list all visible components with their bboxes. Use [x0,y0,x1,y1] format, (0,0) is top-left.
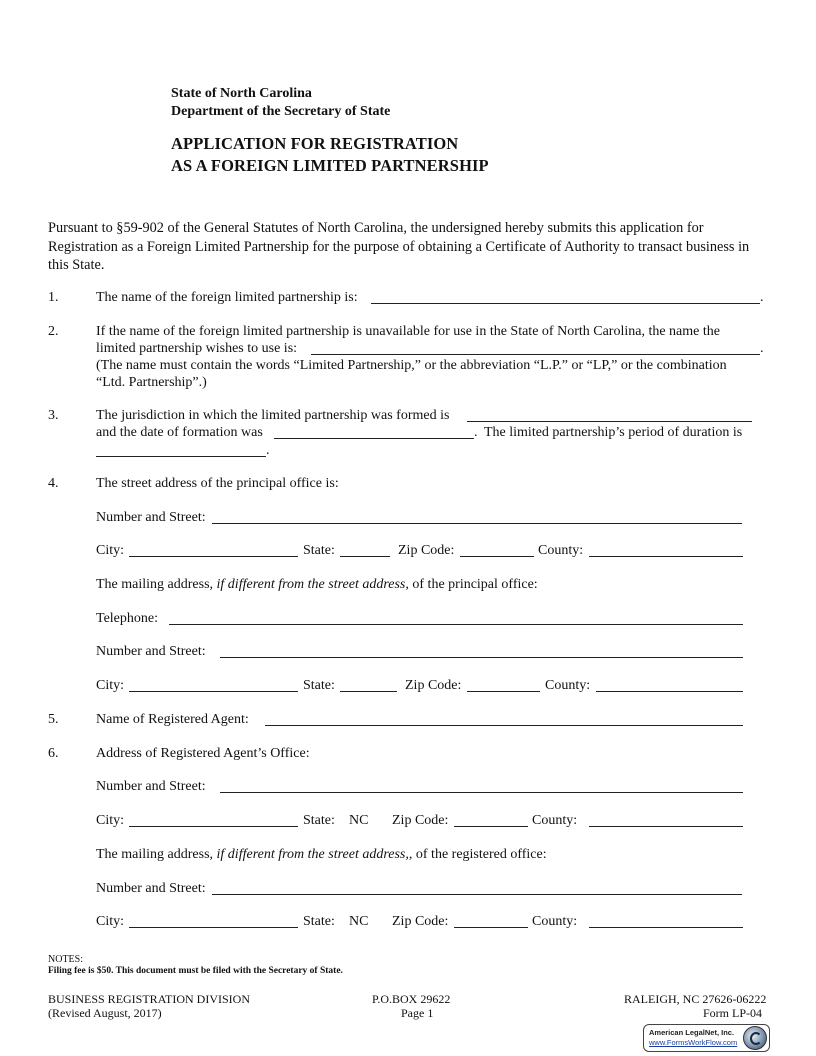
item2-line4: “Ltd. Partnership”.) [96,375,207,390]
principal-zip-field[interactable] [460,556,534,557]
agent-mailing-street-field[interactable] [212,894,742,895]
principal-city-field[interactable] [129,556,298,557]
item-number-6: 6. [48,746,59,761]
department-heading: Department of the Secretary of State [171,104,391,119]
item-number-3: 3. [48,408,59,423]
agent-street-label: Number and Street: [96,779,206,794]
item-number-2: 2. [48,324,59,339]
agent-mailing-county-field[interactable] [589,927,743,928]
alternate-name-field[interactable] [311,354,760,355]
footer-form-number: Form LP-04 [703,1006,763,1020]
agent-mailing-zip-label: Zip Code: [392,914,449,929]
form-title-line2: AS A FOREIGN LIMITED PARTNERSHIP [171,156,489,175]
principal-mailing-city-field[interactable] [129,691,298,692]
agent-city-label: City: [96,813,125,828]
item-number-4: 4. [48,476,59,491]
agent-city-field[interactable] [129,826,298,827]
principal-mailing-label: The mailing address, if different from the street address, of the principal office: [96,577,538,592]
duration-field[interactable] [96,456,266,457]
principal-zip-label: Zip Code: [398,543,455,558]
footer-pobox: P.O.BOX 29622 [372,992,451,1006]
notes-heading: NOTES: [48,954,83,965]
principal-state-field[interactable] [340,556,390,557]
item1-label: The name of the foreign limited partnership is: [96,290,358,305]
item5-label: Name of Registered Agent: [96,712,249,727]
agent-mailing-city-label: City: [96,914,125,929]
agent-mailing-street-label: Number and Street: [96,881,206,896]
agent-mailing-county-label: County: [532,914,578,929]
footer-division: BUSINESS REGISTRATION DIVISION [48,992,251,1006]
principal-city-label: City: [96,543,125,558]
agent-zip-label: Zip Code: [392,813,449,828]
state-heading: State of North Carolina [171,86,312,101]
registered-agent-field[interactable] [265,725,743,726]
jurisdiction-field[interactable] [467,421,752,422]
agent-state-label: State: [303,813,335,828]
telephone-field[interactable] [169,624,743,625]
footer-revised: (Revised August, 2017) [48,1006,162,1020]
agent-county-label: County: [532,813,578,828]
item4-label: The street address of the principal office is: [96,476,339,491]
formation-date-field[interactable] [274,438,474,439]
item2-line3: (The name must contain the words “Limited Partnership,” or the abbreviation “L.P.” or “LP,” or the combination [96,358,727,373]
item2-line2: limited partnership wishes to use is: [96,341,298,356]
legalnet-badge-icon [743,1026,767,1050]
principal-mailing-zip-label: Zip Code: [405,678,462,693]
footer-page: Page 1 [401,1006,434,1020]
agent-zip-field[interactable] [454,826,528,827]
principal-county-field[interactable] [589,556,743,557]
agent-mailing-zip-field[interactable] [454,927,528,928]
notes-text: Filing fee is $50. This document must be filed with the Secretary of State. [48,966,343,976]
item-number-5: 5. [48,712,59,727]
partnership-name-field[interactable] [371,303,760,304]
item6-label: Address of Registered Agent’s Office: [96,746,310,761]
principal-mailing-zip-field[interactable] [467,691,540,692]
principal-mailing-county-field[interactable] [596,691,743,692]
principal-mailing-city-label: City: [96,678,125,693]
item-number-1: 1. [48,290,59,305]
logo-website-link[interactable]: www.FormsWorkFlow.com [649,1038,738,1047]
principal-mailing-street-label: Number and Street: [96,644,206,659]
agent-street-field[interactable] [220,792,743,793]
registered-mailing-label: The mailing address, if different from the street address,, of the registered office: [96,847,547,862]
form-title-line1: APPLICATION FOR REGISTRATION [171,134,459,153]
principal-county-label: County: [538,543,584,558]
legalnet-logo[interactable] [643,1024,770,1052]
principal-mailing-street-field[interactable] [220,657,743,658]
principal-mailing-state-field[interactable] [340,691,397,692]
item2-line1: If the name of the foreign limited partnership is unavailable for use in the State of North Carolina, the name the [96,324,720,339]
agent-county-field[interactable] [589,826,743,827]
agent-mailing-state-label: State: [303,914,335,929]
telephone-label: Telephone: [96,611,158,626]
agent-mailing-city-field[interactable] [129,927,298,928]
logo-company-name: American LegalNet, Inc. [649,1028,735,1037]
agent-state-value: NC [349,813,369,828]
item3-duration-label: The limited partnership’s period of duration is [484,425,743,440]
agent-mailing-state-value: NC [349,914,369,929]
intro-paragraph: Pursuant to §59-902 of the General Statutes of North Carolina, the undersigned hereby submits this application for Registration as a Foreign Limited Partnership for the purpose of obtaining a Certificate of Authority to transact business in this State. [48,220,750,273]
footer-city: RALEIGH, NC 27626-06222 [624,992,767,1006]
principal-street-label: Number and Street: [96,510,206,525]
item3-formation-label: and the date of formation was [96,425,263,440]
principal-street-field[interactable] [212,523,742,524]
principal-mailing-county-label: County: [545,678,591,693]
principal-mailing-state-label: State: [303,678,335,693]
item3-line1: The jurisdiction in which the limited partnership was formed is [96,408,450,423]
principal-state-label: State: [303,543,335,558]
